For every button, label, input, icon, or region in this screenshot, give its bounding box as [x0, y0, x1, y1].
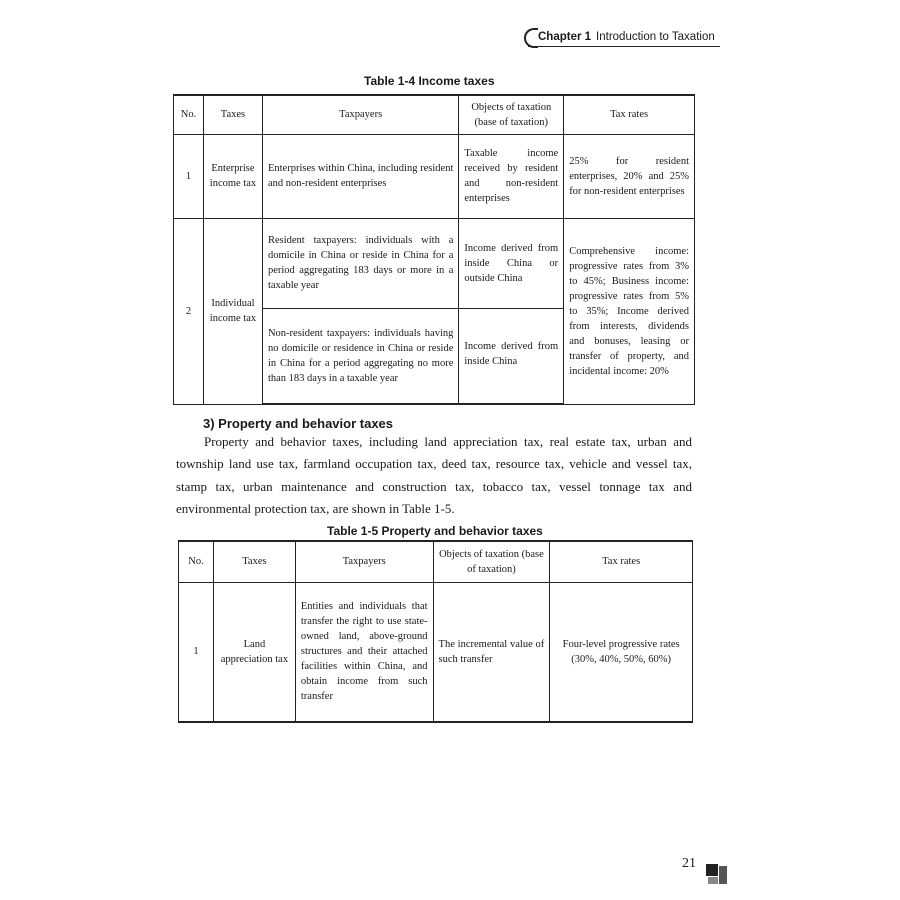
- col-header-rates: Tax rates: [564, 95, 695, 134]
- table-row: [179, 582, 693, 722]
- income-taxes-table: [173, 94, 695, 405]
- rates-cell: Comprehensive income: progressive rates from 3% to 45%; Business income: progressive rates from 5% to 35%; Income derived from interests, dividends and bonuses, leasing or transfer of property, and incidental income: 20%: [564, 218, 695, 404]
- col-header-taxes: Taxes: [203, 95, 262, 134]
- table1-caption: Table 1-4 Income taxes: [364, 74, 495, 88]
- row-number: 1: [174, 134, 204, 218]
- table-row: [174, 134, 695, 218]
- col-header-no: No.: [174, 95, 204, 134]
- corner-square-decoration: [706, 864, 718, 876]
- col-header-taxpayers: Taxpayers: [295, 541, 433, 582]
- objects-cell: The incremental value of such transfer: [433, 582, 550, 722]
- page-number: 21: [682, 856, 696, 871]
- table2-caption: Table 1-5 Property and behavior taxes: [327, 524, 543, 538]
- col-header-no: No.: [179, 541, 214, 582]
- col-header-objects: Objects of taxation (base of taxation): [459, 95, 564, 134]
- col-header-taxpayers: Taxpayers: [262, 95, 458, 134]
- header-rule: [528, 46, 720, 47]
- tax-name: Enterprise income tax: [203, 134, 262, 218]
- corner-square-decoration: [719, 866, 727, 884]
- table-row: [174, 218, 695, 308]
- tax-name: Individual income tax: [203, 218, 262, 404]
- objects-cell-nonresident: Income derived from inside China: [459, 308, 564, 404]
- chapter-label: Chapter 1: [538, 31, 592, 43]
- taxpayers-cell: Enterprises within China, including resident and non-resident enterprises: [262, 134, 458, 218]
- objects-cell: Taxable income received by resident and non-resident enterprises: [459, 134, 564, 218]
- running-header: [538, 31, 715, 43]
- rates-cell: Four-level progressive rates (30%, 40%, 50%, 60%): [550, 582, 693, 722]
- objects-cell-resident: Income derived from inside China or outside China: [459, 218, 564, 308]
- tax-name: Land appreciation tax: [213, 582, 295, 722]
- corner-square-decoration: [708, 877, 718, 884]
- taxpayers-cell-nonresident: Non-resident taxpayers: individuals having no domicile or residence in China or reside in China for a period aggregating no more than 183 days in a taxable year: [262, 308, 458, 404]
- row-number: 2: [174, 218, 204, 404]
- taxpayers-cell-resident: Resident taxpayers: individuals with a domicile in China or reside in China for a period aggregating 183 days or more in a taxable year: [262, 218, 458, 308]
- col-header-rates: Tax rates: [550, 541, 693, 582]
- header-bracket-decoration: [524, 28, 538, 48]
- col-header-taxes: Taxes: [213, 541, 295, 582]
- row-number: 1: [179, 582, 214, 722]
- property-taxes-table: [178, 540, 693, 723]
- body-paragraph: Property and behavior taxes, including land appreciation tax, real estate tax, urban and township land use tax, farmland occupation tax, deed tax, resource tax, vehicle and vessel tax, stamp tax, urban maintenance and construction tax, tobacco tax, vessel tonnage tax and environmental protection tax, are shown in Table 1-5.: [176, 434, 692, 517]
- rates-cell: 25% for resident enterprises, 20% and 25% for non-resident enterprises: [564, 134, 695, 218]
- taxpayers-cell: Entities and individuals that transfer the right to use state-owned land, above-ground structures and their attached facilities within China, and obtain income from such transfer: [295, 582, 433, 722]
- chapter-title: Introduction to Taxation: [596, 31, 715, 43]
- col-header-objects: Objects of taxation (base of taxation): [433, 541, 550, 582]
- section-heading: 3) Property and behavior taxes: [203, 416, 394, 431]
